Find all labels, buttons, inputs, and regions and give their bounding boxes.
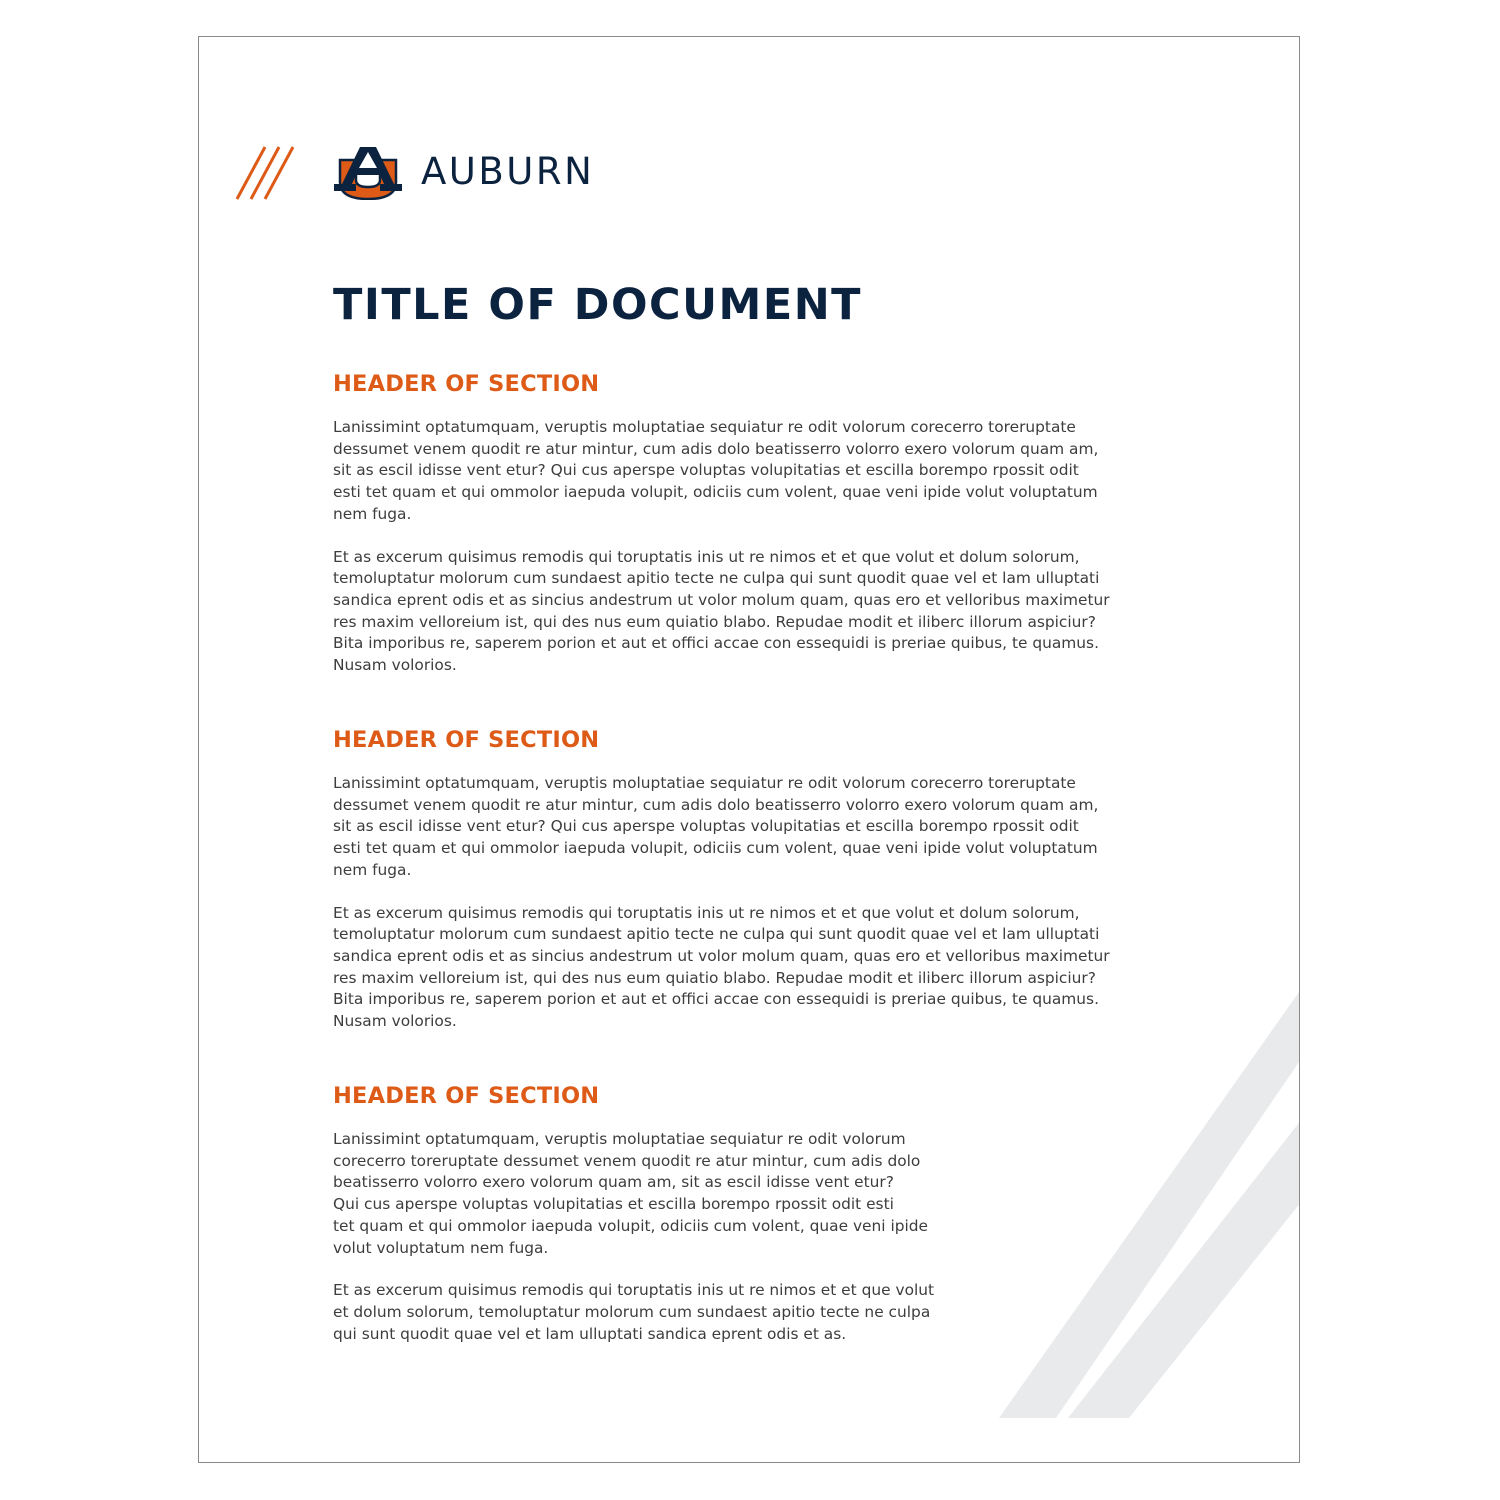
corner-stripes-decoration bbox=[999, 992, 1299, 1462]
section-1 bbox=[333, 369, 1110, 677]
slash-2 bbox=[251, 147, 279, 199]
slash-3 bbox=[265, 147, 293, 199]
paragraph-line: Et as excerum quisimus remodis qui toruptatis inis ut re nimos et et que volut et dolum solorum, bbox=[333, 547, 1080, 566]
body-paragraph bbox=[333, 773, 1110, 882]
body-paragraph bbox=[333, 903, 1110, 1033]
paragraph-line: Bita imporibus re, saperem porion et aut et offici accae con essequidi is preriae quibus, te quamus. bbox=[333, 634, 1099, 653]
paragraph-line: Qui cus aperspe voluptas volupitatias et escilla borempo rpossit odit esti bbox=[333, 1195, 894, 1214]
logo-crossbar bbox=[352, 169, 384, 174]
paragraph-line: Nusam volorios. bbox=[333, 1012, 457, 1031]
paragraph-line: qui sunt quodit quae vel et lam ulluptati sandica eprent odis et as. bbox=[333, 1324, 847, 1343]
paragraph-line: sandica eprent odis et as sincius andestrum ut volor molum quam, quas ero et velloribus maximetur bbox=[333, 946, 1110, 965]
paragraph-line: sit as escil idisse vent etur? Qui cus aperspe voluptas volupitatias et escilla borempo rpossit odit bbox=[333, 461, 1079, 480]
orange-slashes-decoration bbox=[235, 145, 297, 201]
spacer bbox=[333, 882, 1110, 903]
document-title: TITLE OF DOCUMENT bbox=[333, 280, 863, 330]
paragraph-line: Et as excerum quisimus remodis qui toruptatis inis ut re nimos et et que volut bbox=[333, 1281, 935, 1300]
paragraph-line: temoluptatur molorum cum sundaest apitio tecte ne culpa qui sunt quodit quae vel et lam ulluptati bbox=[333, 925, 1100, 944]
section-header: HEADER OF SECTION bbox=[333, 727, 600, 753]
spacer bbox=[333, 526, 1110, 547]
brand-wordmark: AUBURN bbox=[421, 150, 595, 193]
paragraph-line: Lanissimint optatumquam, veruptis moluptatiae sequiatur re odit volorum corecerro toreruptate bbox=[333, 774, 1076, 792]
paragraph-line: sandica eprent odis et as sincius andestrum ut volor molum quam, quas ero et velloribus maximetur bbox=[333, 590, 1110, 609]
paragraph-line: Et as excerum quisimus remodis qui toruptatis inis ut re nimos et et que volut et dolum solorum, bbox=[333, 903, 1080, 922]
paragraph-line: et dolum solorum, temoluptatur molorum cum sundaest apitio tecte ne culpa bbox=[333, 1302, 931, 1321]
body-paragraph bbox=[333, 1129, 934, 1259]
section-header: HEADER OF SECTION bbox=[333, 371, 600, 397]
paragraph-line: temoluptatur molorum cum sundaest apitio tecte ne culpa qui sunt quodit quae vel et lam ulluptati bbox=[333, 569, 1100, 588]
au-logo-icon bbox=[332, 144, 404, 200]
spacer bbox=[333, 755, 1110, 773]
body-paragraph bbox=[333, 547, 1110, 677]
paragraph-line: volut voluptatum nem fuga. bbox=[333, 1238, 549, 1257]
paragraph-line: tet quam et qui ommolor iaepuda volupit, odiciis cum volent, quae veni ipide bbox=[333, 1216, 929, 1235]
paragraph-line: dessumet venem quodit re atur mintur, cum adis dolo beatisserro volorro exero volorum quam am, bbox=[333, 795, 1099, 814]
paragraph-line: res maxim velloreium ist, qui des nus eum quiatio blabo. Repudae modit et iliberc illorum aspiciur? bbox=[333, 968, 1096, 987]
body-paragraph bbox=[333, 1280, 934, 1345]
section-3 bbox=[333, 1081, 934, 1345]
document-page bbox=[198, 36, 1300, 1463]
paragraph-line: beatisserro volorro exero volorum quam am, sit as escil idisse vent etur? bbox=[333, 1173, 894, 1192]
paragraph-line: esti tet quam et qui ommolor iaepuda volupit, odiciis cum volent, quae veni ipide volut voluptatum bbox=[333, 483, 1098, 502]
spacer bbox=[333, 1259, 934, 1280]
paragraph-line: Nusam volorios. bbox=[333, 656, 457, 675]
section-2 bbox=[333, 725, 1110, 1033]
paragraph-line: sit as escil idisse vent etur? Qui cus aperspe voluptas volupitatias et escilla borempo rpossit odit bbox=[333, 817, 1079, 836]
paragraph-line: res maxim velloreium ist, qui des nus eum quiatio blabo. Repudae modit et iliberc illorum aspiciur? bbox=[333, 612, 1096, 631]
spacer bbox=[333, 399, 1110, 417]
paragraph-line: nem fuga. bbox=[333, 860, 412, 879]
body-paragraph bbox=[333, 417, 1110, 526]
paragraph-line: esti tet quam et qui ommolor iaepuda volupit, odiciis cum volent, quae veni ipide volut voluptatum bbox=[333, 839, 1098, 858]
paragraph-line: nem fuga. bbox=[333, 504, 412, 523]
paragraph-line: corecerro toreruptate dessumet venem quodit re atur mintur, cum adis dolo bbox=[333, 1151, 921, 1170]
slash-1 bbox=[237, 147, 265, 199]
paragraph-line: dessumet venem quodit re atur mintur, cum adis dolo beatisserro volorro exero volorum quam am, bbox=[333, 439, 1099, 458]
section-header: HEADER OF SECTION bbox=[333, 1083, 600, 1109]
paragraph-line: Lanissimint optatumquam, veruptis moluptatiae sequiatur re odit volorum corecerro toreruptate bbox=[333, 418, 1076, 436]
paragraph-line: Bita imporibus re, saperem porion et aut et offici accae con essequidi is preriae quibus, te quamus. bbox=[333, 990, 1099, 1009]
spacer bbox=[333, 1111, 934, 1129]
paragraph-line: Lanissimint optatumquam, veruptis moluptatiae sequiatur re odit volorum bbox=[333, 1130, 906, 1148]
